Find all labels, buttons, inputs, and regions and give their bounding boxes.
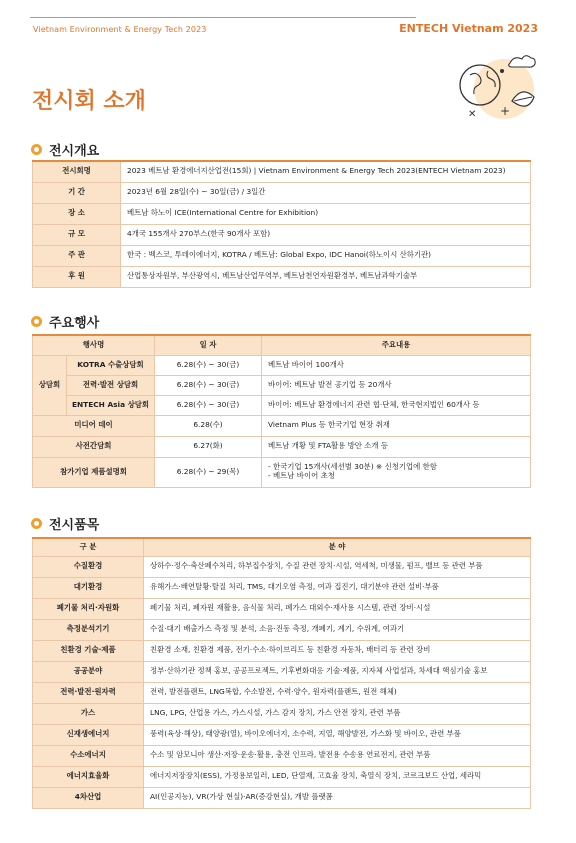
products-section-title: 전시품목 [49, 518, 100, 533]
event-content: 베트남 개황 및 FTA활용 방안 소개 등 [262, 436, 531, 457]
event-name: 미디어 데이 [33, 415, 155, 436]
overview-section-heading [31, 140, 99, 159]
category-cell: 측정분석기기 [33, 619, 144, 640]
event-content [262, 457, 531, 487]
category-cell: 신재생에너지 [33, 724, 144, 745]
table-row [33, 661, 531, 682]
row-value: 2023년 6월 28일(수) ~ 30일(금) / 3일간 [121, 182, 531, 203]
category-cell: 친환경 기술·제품 [33, 640, 144, 661]
col-header-category: 구 분 [33, 538, 144, 556]
table-row [33, 395, 531, 415]
table-row [33, 556, 531, 577]
field-cell: 에너지저장장치(ESS), 가정용보일러, LED, 단열재, 고효율 장치, 축열식 장치, 코르크보드 산업, 세라믹 [144, 766, 531, 787]
field-cell: 수소 및 암모니아 생산·저장·운송·활용, 충전 인프라, 발전용 수송용 연료전지, 관련 부품 [144, 745, 531, 766]
category-cell: 가스 [33, 703, 144, 724]
overview-table [32, 160, 531, 288]
row-label: 전시회명 [33, 161, 121, 182]
field-cell: 유해가스·배연탈황·탈질 처리, TMS, 대기오염 측정, 여과 집진기, 대기분야 관련 설비·부품 [144, 577, 531, 598]
event-date: 6.28(수) ~ 30(금) [155, 355, 262, 375]
col-header-name: 행사명 [33, 335, 155, 355]
col-header-content: 주요내용 [262, 335, 531, 355]
table-row [33, 224, 531, 245]
row-value: 4개국 155개사 270부스(한국 90개사 포함) [121, 224, 531, 245]
table-row [33, 266, 531, 287]
event-content: 바이어: 베트남 발전 공기업 등 20개사 [262, 375, 531, 395]
category-cell: 공공분야 [33, 661, 144, 682]
table-row [33, 577, 531, 598]
event-content: Vietnam Plus 등 한국기업 현장 취재 [262, 415, 531, 436]
table-row [33, 724, 531, 745]
category-cell: 대기환경 [33, 577, 144, 598]
field-cell: 전력, 발전플랜트, LNG복합, 수소발전, 수력·양수, 원자력(플랜트, 원전 해체) [144, 682, 531, 703]
event-content-line: - 베트남 바이어 초청 [268, 471, 335, 480]
event-name: 전력·발전 상담회 [67, 375, 155, 395]
table-row [33, 598, 531, 619]
row-label: 기 간 [33, 182, 121, 203]
table-header-row [33, 335, 531, 355]
header-subtitle: Vietnam Environment & Energy Tech 2023 [33, 25, 207, 34]
event-content: 바이어: 베트남 환경에너지 관련 협·단체, 한국현지법인 60개사 등 [262, 395, 531, 415]
table-row [33, 182, 531, 203]
event-date: 6.28(수) ~ 30(금) [155, 375, 262, 395]
event-name: KOTRA 수출상담회 [67, 355, 155, 375]
events-section-title: 주요행사 [49, 316, 100, 331]
row-value: 산업통상자원부, 부산광역시, 베트남산업무역부, 베트남천연자원환경부, 베트남과학기술부 [121, 266, 531, 287]
category-cell: 폐기물 처리·자원화 [33, 598, 144, 619]
products-section-heading [31, 514, 99, 533]
table-row [33, 682, 531, 703]
event-name: 사전간담회 [33, 436, 155, 457]
table-row [33, 457, 531, 487]
products-table [32, 537, 531, 809]
globe-illustration-icon [452, 45, 542, 135]
event-name: ENTECH Asia 상담회 [67, 395, 155, 415]
category-cell: 수소에너지 [33, 745, 144, 766]
category-cell: 수질환경 [33, 556, 144, 577]
field-cell: LNG, LPG, 산업용 가스, 가스시설, 가스 감지 장치, 가스 안전 장치, 관련 부품 [144, 703, 531, 724]
table-row [33, 203, 531, 224]
category-cell: 4차산업 [33, 787, 144, 808]
group-label: 상담회 [33, 355, 67, 415]
row-label: 후 원 [33, 266, 121, 287]
table-row [33, 161, 531, 182]
category-cell: 전력·발전·원자력 [33, 682, 144, 703]
field-cell: 풍력(육상·해상), 태양광(열), 바이오에너지, 소수력, 지열, 해양발전, 가스화 및 바이오, 관련 부품 [144, 724, 531, 745]
event-date: 6.27(화) [155, 436, 262, 457]
field-cell: 수질·대기 배출가스 측정 및 분석, 소음·진동 측정, 개폐기, 계기, 수위계, 여과기 [144, 619, 531, 640]
events-table [32, 334, 531, 488]
svg-text:✕: ✕ [468, 109, 477, 120]
svg-text:+: + [500, 104, 511, 118]
section-bullet-icon [31, 316, 42, 327]
page-title: 전시회 소개 [32, 89, 146, 114]
field-cell: AI(인공지능), VR(가상 현실)·AR(증강현실), 개발 플랫폼 [144, 787, 531, 808]
row-label: 규 모 [33, 224, 121, 245]
event-content: 베트남 바이어 100개사 [262, 355, 531, 375]
row-value: 베트남 하노이 ICE(International Centre for Exhibition) [121, 203, 531, 224]
header-brand: ENTECH Vietnam 2023 [399, 22, 538, 35]
col-header-field: 분 야 [144, 538, 531, 556]
events-section-heading [31, 312, 99, 331]
table-row [33, 640, 531, 661]
category-cell: 에너지효율화 [33, 766, 144, 787]
table-row [33, 745, 531, 766]
table-row [33, 245, 531, 266]
section-bullet-icon [31, 518, 42, 529]
row-label: 장 소 [33, 203, 121, 224]
table-row [33, 787, 531, 808]
field-cell: 상하수·정수·축산폐수처리, 하부집수장치, 수질 관련 장치·시설, 역세척, 미생물, 펌프, 밸브 등 관련 부품 [144, 556, 531, 577]
row-label: 주 관 [33, 245, 121, 266]
overview-section-title: 전시개요 [49, 144, 100, 159]
event-date: 6.28(수) ~ 29(목) [155, 457, 262, 487]
event-date: 6.28(수) [155, 415, 262, 436]
field-cell: 폐기물 처리, 폐자원 재활용, 음식물 처리, 폐가스 대외수·재사용 시스템, 관련 장비·시설 [144, 598, 531, 619]
table-row [33, 619, 531, 640]
section-bullet-icon [31, 144, 42, 155]
table-row [33, 415, 531, 436]
table-row [33, 355, 531, 375]
field-cell: 정부·산하기관 정책 홍보, 공공프로젝트, 기후변화대응 기술·제품, 지자체 사업설과, 차세대 핵심기술 홍보 [144, 661, 531, 682]
event-date: 6.28(수) ~ 30(금) [155, 395, 262, 415]
table-row [33, 436, 531, 457]
field-cell: 친환경 소재, 친환경 제품, 전기·수소·하이브리드 등 친환경 자동차, 배터리 등 관련 장비 [144, 640, 531, 661]
event-content-line: - 한국기업 15개사(세션별 30분) ※ 신청기업에 한함 [268, 462, 437, 472]
col-header-date: 일 자 [155, 335, 262, 355]
table-header-row [33, 538, 531, 556]
table-row [33, 766, 531, 787]
table-row [33, 375, 531, 395]
row-value: 한국 : 벡스코, 투데이에너지, KOTRA / 베트남: Global Expo, IDC Hanoi(하노이시 산하기관) [121, 245, 531, 266]
row-value: 2023 베트남 환경에너지산업전(15회) | Vietnam Environment & Energy Tech 2023(ENTECH Vietnam 2023) [121, 161, 531, 182]
header-rule [30, 17, 416, 18]
event-name: 참가기업 제품설명회 [33, 457, 155, 487]
table-row [33, 703, 531, 724]
